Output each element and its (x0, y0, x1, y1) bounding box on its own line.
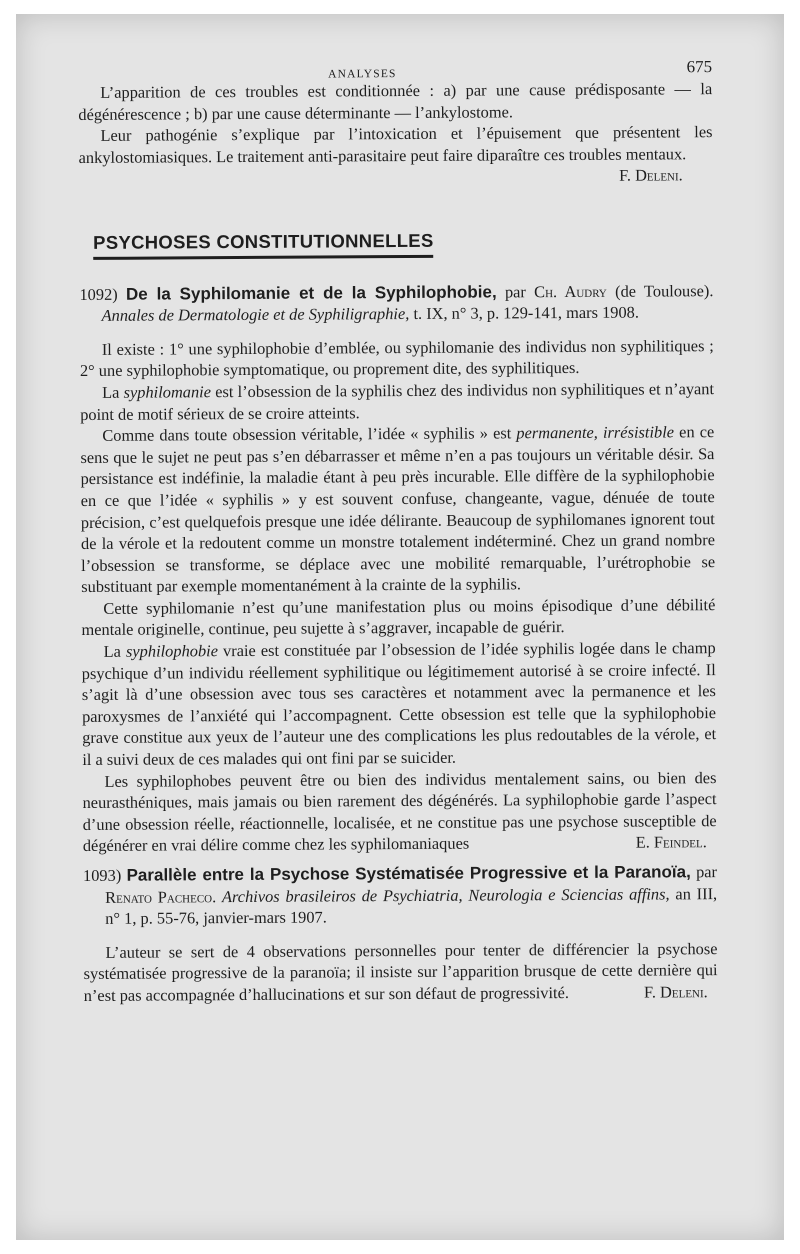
article-1092-p2-rest: est l’obsession de la syphilis chez des individus non syphilitiques et n’ayant point de motif sérieux de se croire atteints. (80, 379, 715, 424)
article-1092-paragraph-5 (82, 637, 717, 770)
article-1092-p3-term: permanente, irrésistible (516, 422, 675, 443)
intro-paragraph-1: L’apparition de ces troubles est conditionnée : a) par une cause prédisposante — la dégénérescence ; b) par une cause déterminante — l’ankylostome. (78, 79, 713, 124)
article-1093-signature: F. Deleni. (643, 982, 708, 1002)
page-header (78, 52, 712, 82)
intro-paragraph-2 (78, 121, 713, 186)
intro-paragraph-2-text: Leur pathogénie s’explique par l’intoxication et l’épuisement que présentent les ankylostomiasiques. Le traitement anti-parasitaire peut faire diparaître ces troubles mentaux. (78, 122, 713, 167)
article-1093-title: Parallèle entre la Psychose Systématisée Progressive et la Paranoïa, (126, 862, 691, 885)
article-1092-by: par (504, 281, 526, 301)
article-1092-paragraph-6 (82, 767, 717, 857)
article-1092-paragraph-2 (80, 378, 714, 425)
article-1092-p3-rest: en ce sens que le sujet ne peut pas s’en débarrasser et même n’en a pas toujours un véritable désir. Sa persistance est indéfinie, la maladie étant à peu près incurable. Elle diffère de la syphilophobie en ce que l’idée « syphilis » y est souvent confuse, changeante, vague, dénuée de toute précision, c’est quelquefois presque une idée délirante. Beaucoup de syphilomanes ignorent tout de la vérole et la redoutent comme un monstre totalement indéterminé. Chez un grand nombre l’obsession se transforme, se déplace avec une mobilité remarquable, l’urétrophobie se substituant par exemple momentanément à la crainte de la syphilis. (80, 422, 716, 597)
article-1092-author: Ch. Audry (534, 281, 607, 301)
article-1092-affiliation: (de Toulouse). (615, 280, 714, 301)
page-number: 675 (686, 57, 713, 77)
intro-signature: F. Deleni. (618, 165, 683, 186)
article-1093-heading (83, 861, 717, 930)
article-1093-p1-text: L’auteur se sert de 4 observations personnelles pour tenter de différencier la psychose systématisée progressive de la paranoïa; il insiste sur l’apparition brusque de cette dernière qui n’est pas accompagnée d’hallucinations et sur son défaut de progressivité. (83, 938, 718, 1005)
running-title: ANALYSES (328, 68, 397, 81)
article-1093-number: 1093) (82, 865, 122, 885)
article-1092-paragraph-3 (80, 421, 715, 598)
article-1092-signature: E. Feindel. (635, 832, 707, 853)
article-1092-reference: t. IX, n° 3, p. 129-141, mars 1908. (413, 302, 639, 324)
article-1092-heading (79, 280, 713, 327)
article-1092-p2-term: syphilomanie (123, 382, 212, 402)
article-1093-paragraph-1 (83, 938, 717, 1007)
article-1092-paragraph-4: Cette syphilomanie n’est qu’une manifestation plus ou moins épisodique d’une débilité mentale originelle, continue, peu sujette à s’aggraver, incapable de guérir. (81, 594, 716, 640)
journal-page (78, 52, 718, 1006)
article-1092-p5-term: syphilophobie (125, 641, 219, 661)
article-1092-p3-lead: Comme dans toute obsession véritable, l’idée « syphilis » est (102, 423, 512, 445)
article-1092-p2-lead: La (101, 382, 120, 402)
article-1092-p6-text: Les syphilophobes peuvent être ou bien des individus mentalement sains, ou bien des neurasthéniques, mais jamais ou bien rarement des dégénérés. La syphilophobie garde l’aspect d’une obsession réelle, réactionnelle, localisée, et ne constitue pas une psychose susceptible de dégénérer en vrai délire comme chez les syphilomaniaques (82, 767, 717, 856)
article-1092-paragraph-1: Il existe : 1° une syphilophobie d’emblée, ou syphilomanie des individus non syphilitiques ; 2° une syphilophobie symptomatique, ou proprement dite, des syphilitiques. (79, 335, 714, 381)
article-1092-p5-lead: La (103, 641, 121, 661)
section-title: PSYCHOSES CONSTITUTIONNELLES (93, 230, 434, 260)
article-1093-by: par (695, 862, 718, 882)
article-1093-reference: an III, n° 1, p. 55-76, janvier-mars 1907. (105, 883, 718, 929)
article-1093-journal: Archivos brasileiros de Psychiatria, Neurologia e Sciencias affins, (221, 883, 670, 906)
article-1092-title: De la Syphilomanie et de la Syphilophobie, (125, 282, 497, 304)
article-1092-journal: Annales de Dermatologie et de Syphiligraphie, (101, 304, 410, 326)
article-1092-p5-rest: vraie est constituée par l’obsession de l’idée syphilis logée dans le champ psychique d’un individu réellement syphilitique ou légitimement autorisé à se croire infecté. Il s’agit là d’une obsession avec tous ses caractères et notamment avec la permanence et les paroxysmes de l’anxiété qui l’accompagnent. Cette obsession est telle que la syphilophobie grave constitue aux yeux de l’auteur une des complications les plus redoutables de la vérole, et il a suivi deux de ces malades qui ont fini par se suicider. (81, 638, 717, 770)
article-1093-author: Renato Pacheco. (105, 886, 217, 907)
article-1092-number: 1092) (79, 284, 118, 304)
